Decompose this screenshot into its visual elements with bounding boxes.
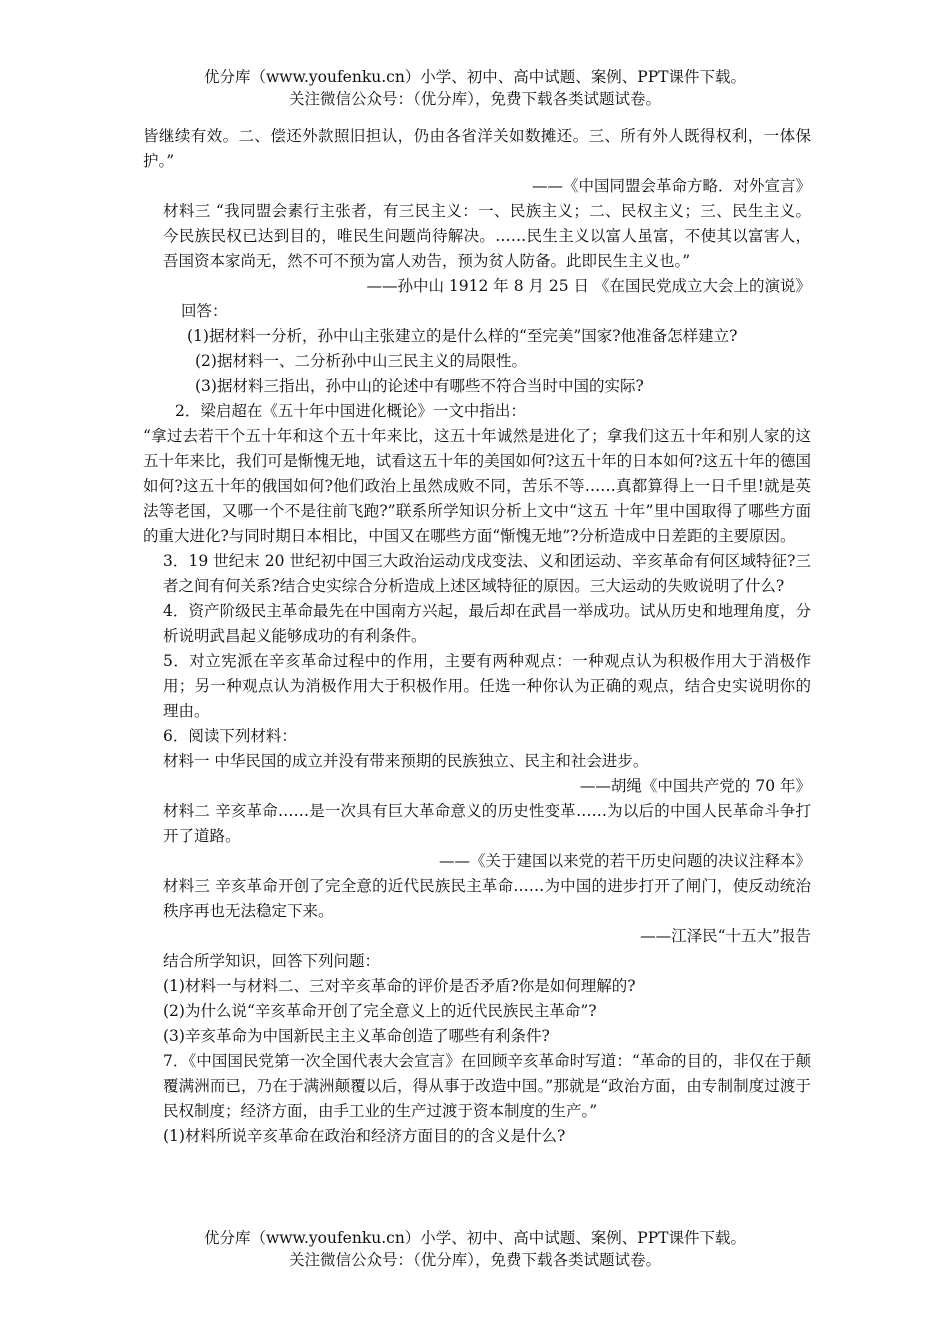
source-citation: ——胡绳《中国共产党的 70 年》 [579,777,811,795]
material-3: 材料三 辛亥革命开创了完全意的近代民族民主革命……为中国的进步打开了闸门，使反动统治秩序再也无法稳定下来。 [163,877,811,920]
answer-prompt: 回答： [181,302,228,320]
material-3: 材料三 “我同盟会素行主张者，有三民主义：一、民族主义；二、民权主义；三、民生主义。今民族民权已达到目的，唯民生问题尚待解决。……民生主义以富人虽富，不使其以富害人，吾国资本家尚无，然不可不预为富人劝告，预为贫人防备。此即民生主义也。” [163,202,811,270]
source-citation: ——孙中山 1912 年 8 月 25 日 《在国民党成立大会上的演说》 [366,277,811,295]
page-footer [0,1227,950,1271]
question-7: 7．《中国国民党第一次全国代表大会宣言》在回顾辛亥革命时写道：“革命的目的，非仅在于颠覆满洲而已，乃在于满洲颠覆以后，得从事于改造中国。”那就是“政治方面，由专制制度过渡于民权制度；经济方面，由手工业的生产过渡于资本制度的生产。” [163,1052,811,1120]
source-citation: ——《中国同盟会革命方略．对外宣言》 [531,177,811,195]
header-line-1: 优分库（www.youfenku.cn）小学、初中、高中试题、案例、PPT课件下载。 [203,68,747,86]
footer-line-1: 优分库（www.youfenku.cn）小学、初中、高中试题、案例、PPT课件下载。 [203,1229,747,1247]
question-item: (2)为什么说“辛亥革命开创了完全意义上的近代民族民主革命”? [163,1002,597,1020]
question-item: (1)材料所说辛亥革命在政治和经济方面目的的含义是什么? [163,1127,566,1145]
question-2-intro: 2．梁启超在《五十年中国进化概论》一文中指出： [175,402,526,420]
material-2: 材料二 辛亥革命……是一次具有巨大革命意义的历史性变革……为以后的中国人民革命斗争打开了道路。 [163,802,811,845]
question-item: (3)辛亥革命为中国新民主主义革命创造了哪些有利条件? [163,1027,550,1045]
question-2-body: “拿过去若干个五十年和这个五十年来比，这五十年诚然是进化了；拿我们这五十年和别人家的这五十年来比，我们可是惭愧无地，试看这五十年的美国如何?这五十年的日本如何?这五十年的德国如何?这五十年的俄国如何?他们政治上虽然成败不同，苦乐不等……真都算得上一日千里!就是英法等老国，又哪一个不是往前飞跑?”联系所学知识分析上文中“这五 十年”里中国取得了哪些方面的重大进化?与同时期日本相比，中国又在哪些方面“惭愧无地”?分析造成中日差距的主要原因。 [143,427,811,545]
question-item: (2)据材料一、二分析孙中山三民主义的局限性。 [195,352,527,370]
footer-line-2: 关注微信公众号：（优分库），免费下载各类试题试卷。 [288,1251,661,1269]
question-item: (1)据材料一分析，孙中山主张建立的是什么样的“至完美”国家?他准备怎样建立? [187,327,738,345]
source-citation: ——《关于建国以来党的若干历史问题的决议注释本》 [438,852,811,870]
question-item: (3)据材料三指出，孙中山的论述中有哪些不符合当时中国的实际? [195,377,644,395]
question-5: 5．对立宪派在辛亥革命过程中的作用，主要有两种观点：一种观点认为积极作用大于消极作用；另一种观点认为消极作用大于积极作用。任选一种你认为正确的观点，结合史实说明你的理由。 [163,652,811,720]
header-line-2: 关注微信公众号：（优分库），免费下载各类试题试卷。 [288,90,661,108]
answer-prompt: 结合所学知识，回答下列问题： [163,952,381,970]
page-header [0,66,950,110]
question-item: (1)材料一与材料二、三对辛亥革命的评价是否矛盾?你是如何理解的? [163,977,636,995]
material-2-continuation: 皆继续有效。二、偿还外款照旧担认，仍由各省洋关如数摊还。三、所有外人既得权利，一体保护。” [143,127,811,170]
material-1: 材料一 中华民国的成立并没有带来预期的民族独立、民主和社会进步。 [163,752,649,770]
question-3: 3．19 世纪末 20 世纪初中国三大政治运动戊戌变法、义和团运动、辛亥革命有何区域特征?三者之间有何关系?结合史实综合分析造成上述区域特征的原因。三大运动的失败说明了什么? [163,552,811,595]
question-6-intro: 6．阅读下列材料： [163,727,297,745]
document-body [143,124,811,1149]
question-4: 4．资产阶级民主革命最先在中国南方兴起，最后却在武昌一举成功。试从历史和地理角度，分析说明武昌起义能够成功的有利条件。 [163,602,811,645]
source-citation: ——江泽民“十五大”报告 [640,927,811,945]
